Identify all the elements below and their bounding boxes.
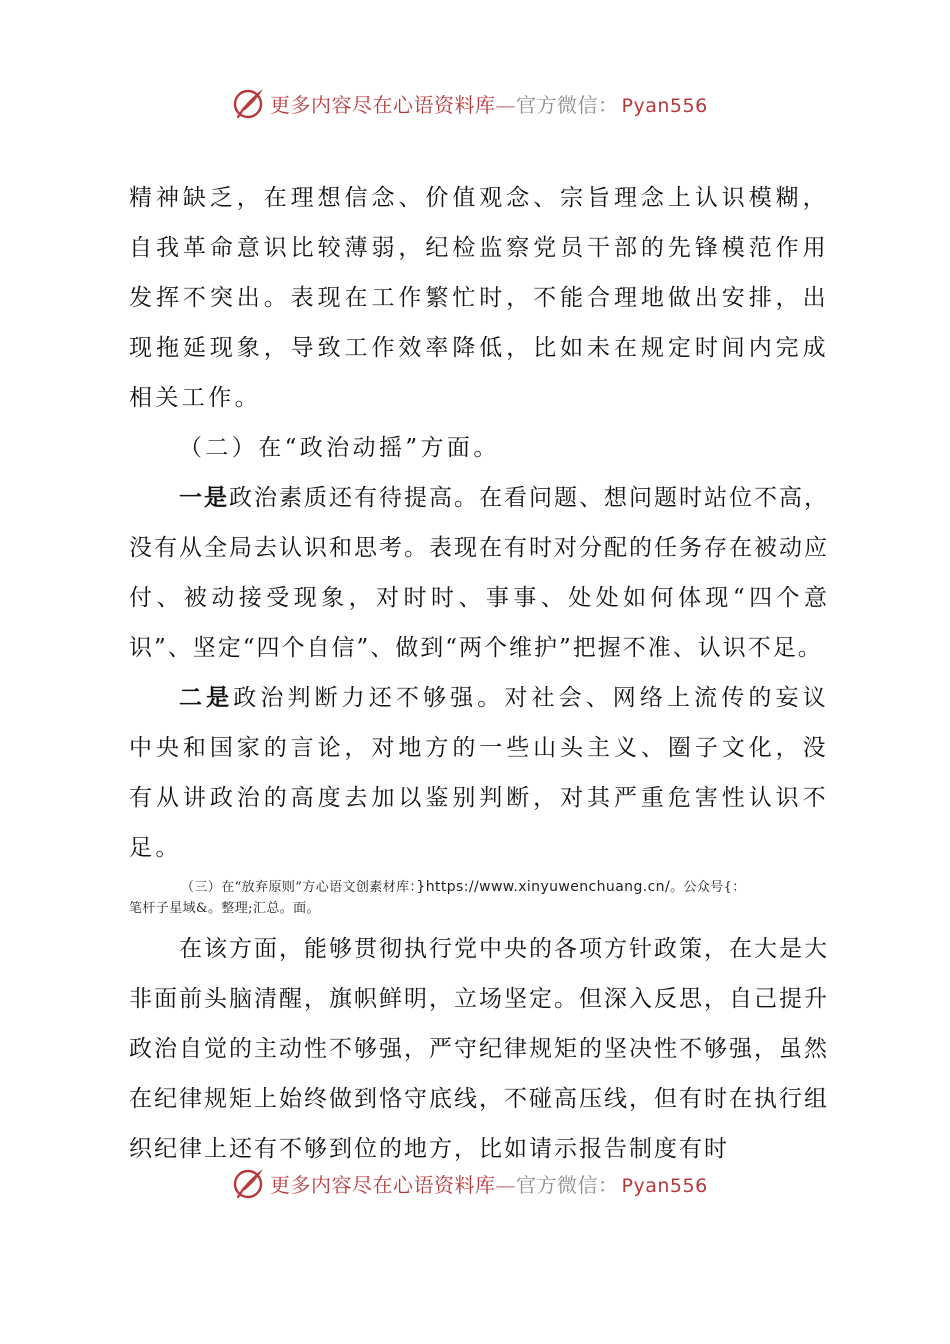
point-one-lead: 一是 xyxy=(179,484,229,511)
footer-watermark-banner xyxy=(232,1163,708,1203)
paragraph-principles: 在该方面，能够贯彻执行党中央的各项方针政策，在大是大非面前头脑清醒，旗帜鲜明，立场坚定。但深入反思，自己提升政治自觉的主动性不够强，严守纪律规矩的坚决性不够强，虽然在纪律规矩上始终做到恪守底线，不碰高压线，但有时在执行组织纪律上还有不够到位的地方，比如请示报告制度有时 xyxy=(129,936,829,1162)
document-body xyxy=(129,173,829,1174)
note-url: }https://www.xinyuwenchuang.cn/ xyxy=(416,879,671,895)
point-two-lead: 二是 xyxy=(179,684,234,711)
banner-brand: 更多内容尽在心语资料库 xyxy=(270,92,496,117)
banner-official-label: 官方微信： xyxy=(516,92,619,117)
section-heading-2: （二）在“政治动摇”方面。 xyxy=(179,435,500,461)
point-one-text: 政治素质还有待提高。在看问题、想问题时站位不高，没有从全局去认识和思考。表现在有时对分配的任务存在被动应付、被动接受现象，对时时、事事、处处如何体现“四个意识”、坚定“四个自信”、做到“两个维护”把握不准、认识不足。 xyxy=(129,485,829,661)
note-heading-part: （三）在“放弃原则”方心语文创素材库： xyxy=(181,880,417,895)
banner-separator: — xyxy=(495,1172,516,1197)
banner-wechat-handle: Pyan556 xyxy=(621,1174,708,1197)
banner-text xyxy=(270,1169,708,1198)
paragraph-point-one xyxy=(129,473,829,673)
paragraph-point-two xyxy=(129,673,829,873)
banner-official-label: 官方微信： xyxy=(516,1172,619,1197)
section-heading-3-note xyxy=(129,877,829,919)
note-account-label: 。公众号{： xyxy=(670,880,746,895)
banner-separator: — xyxy=(495,92,516,117)
banner-wechat-handle: Pyan556 xyxy=(621,94,708,117)
banner-text xyxy=(270,89,708,118)
quill-logo-icon xyxy=(232,1166,266,1200)
quill-logo-icon xyxy=(232,86,266,120)
header-watermark-banner xyxy=(232,83,708,123)
note-account-name: 笔杆子星域&。整理;汇总。面。 xyxy=(129,901,320,916)
paragraph-continuation: 精神缺乏，在理想信念、价值观念、宗旨理念上认识模糊，自我革命意识比较薄弱，纪检监察党员干部的先锋模范作用发挥不突出。表现在工作繁忙时，不能合理地做出安排，出现拖延现象，导致工作效率降低，比如未在规定时间内完成相关工作。 xyxy=(129,185,829,411)
point-two-text: 政治判断力还不够强。对社会、网络上流传的妄议中央和国家的言论，对地方的一些山头主义、圈子文化，没有从讲政治的高度去加以鉴别判断，对其严重危害性认识不足。 xyxy=(129,685,829,861)
banner-brand: 更多内容尽在心语资料库 xyxy=(270,1172,496,1197)
